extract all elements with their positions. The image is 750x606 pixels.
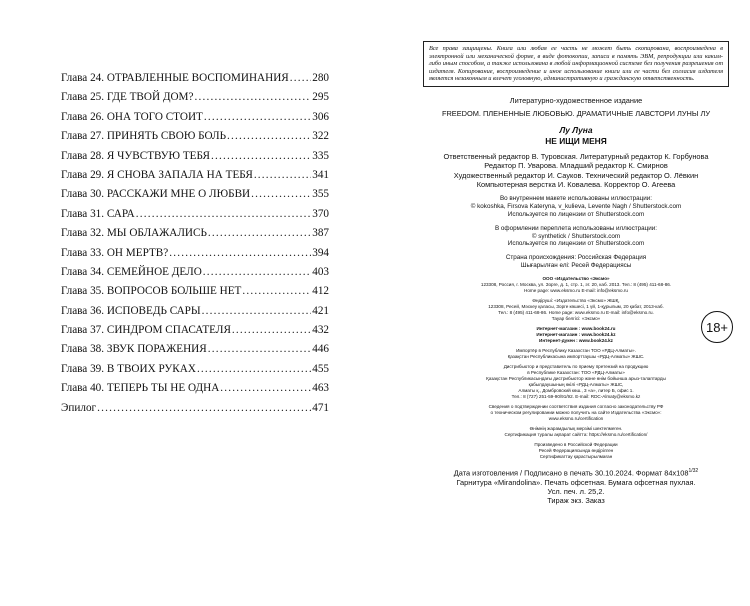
certification-info-kz: [423, 426, 729, 438]
toc-entry[interactable]: [61, 185, 329, 204]
toc-entry-title: Глава 27. ПРИНЯТЬ СВОЮ БОЛЬ: [61, 130, 227, 143]
toc-leader-dots: [220, 379, 311, 398]
country-line: Страна происхождения: Российская Федерация: [505, 254, 647, 262]
publisher-name: ООО «Издательство «Эксмо»: [542, 275, 610, 281]
staff-line: Художественный редактор И. Сауков. Технический редактор О. Лёвкин: [453, 170, 699, 180]
made-line: Сертификаттау қарастырылмаған: [539, 453, 613, 459]
imprint-page: [423, 41, 729, 506]
toc-entry-page: 355: [312, 188, 329, 201]
toc-entry-page: 471: [312, 401, 329, 414]
toc-entry-page: 455: [312, 362, 329, 375]
toc-entry[interactable]: [61, 166, 329, 185]
cover-line: В оформлении переплета использованы иллюстрации:: [494, 224, 658, 232]
online-shops: [423, 326, 729, 344]
print-format-text: Дата изготовления / Подписано в печать 30.10.2024. Формат 84x108: [453, 468, 689, 478]
cert-line: Сведения о подтверждении соответствия издания согласно законодательству РФ: [488, 403, 664, 409]
toc-entry[interactable]: [61, 147, 329, 166]
country-line: Шығарылған елі: Ресей Федерациясы: [520, 261, 632, 269]
distributor-line: қабылдаушының өкілі «РДЦ-Алматы» ЖШС,: [528, 381, 624, 387]
toc-entry[interactable]: [61, 282, 329, 301]
toc-entry[interactable]: [61, 340, 329, 359]
cert-kz-line: Сертификация туралы ақпарат сайтта: https://eksmo.ru/certification/: [504, 431, 648, 437]
toc-leader-dots: [208, 340, 312, 359]
kz-line: Тел.: 8 (495) 411-68-86. Home page: www.eksmo.ru E-mail: info@eksmo.ru.: [498, 309, 654, 315]
publisher-info: [423, 276, 729, 294]
toc-entry[interactable]: [61, 302, 329, 321]
illus-line: Во внутреннем макете использованы иллюстрации:: [499, 195, 653, 203]
kz-line: Тауар белгісі: «Эксмо»: [551, 315, 601, 321]
toc-entry-page: 403: [312, 265, 329, 278]
toc-entry[interactable]: [61, 244, 329, 263]
print-line: Усл. печ. л. 25,2.: [547, 487, 605, 497]
shop-link[interactable]: Интернет-дүкен : www.book24.kz: [539, 337, 613, 343]
country-of-origin: [423, 254, 729, 270]
toc-entry-title: Глава 40. ТЕПЕРЬ ТЫ НЕ ОДНА: [61, 382, 220, 395]
book-title: НЕ ИЩИ МЕНЯ: [545, 135, 607, 146]
importer-line: Қазақстан Республикасына импорттаушы «РДЦ-Алматы» ЖШС.: [507, 353, 645, 359]
print-format-fraction: 1/32: [688, 467, 699, 474]
toc-entry-title: Глава 36. ИСПОВЕДЬ САРЫ: [61, 304, 201, 317]
toc-entry-page: 387: [312, 227, 329, 240]
table-of-contents: [61, 69, 329, 418]
toc-entry[interactable]: [61, 88, 329, 107]
toc-entry-title: Глава 38. ЗВУК ПОРАЖЕНИЯ: [61, 343, 207, 356]
series-title: FREEDOM. ПЛЕНЕННЫЕ ЛЮБОВЬЮ. ДРАМАТИЧНЫЕ ЛАВСТОРИ ЛУНЫ ЛУ: [441, 109, 711, 119]
toc-entry-title: Глава 30. РАССКАЖИ МНЕ О ЛЮБВИ: [61, 188, 251, 201]
toc-leader-dots: [197, 360, 311, 379]
kz-line: Өндіруші: «Издательство «Эксмо» ЖШҚ,: [532, 297, 620, 303]
toc-leader-dots: [194, 88, 311, 107]
toc-leader-dots: [251, 185, 311, 204]
genre-label: Литературно-художественное издание: [509, 95, 643, 105]
age-rating-badge: 18+: [701, 311, 733, 343]
publisher-info-kz: [423, 298, 729, 322]
toc-entry-page: 322: [312, 130, 329, 143]
toc-entry-page: 341: [312, 168, 329, 181]
shop-link[interactable]: Интернет-магазин : www.book24.kz: [536, 331, 616, 337]
toc-leader-dots: [204, 108, 311, 127]
certification-info: [423, 404, 729, 422]
publisher-web: Home page: www.eksmo.ru E-mail: info@eksmo.ru: [524, 287, 628, 293]
toc-entry-page: 463: [312, 382, 329, 395]
toc-entry-page: 432: [312, 324, 329, 337]
toc-entry-page: 421: [312, 304, 329, 317]
toc-entry-page: 394: [312, 246, 329, 259]
print-line: [423, 467, 729, 478]
print-line: Тираж экз. Заказ: [547, 496, 605, 506]
distributor-line: Дистрибьютор и представитель по приему претензий на продукцию: [503, 363, 649, 369]
toc-entry[interactable]: [61, 321, 329, 340]
distributor-line: Тел.: 8 (727) 251-59-90/91/92. E-mail: RDC-Almaty@eksmo.kz: [511, 393, 641, 399]
made-line: Ресей Федерациясында өндірілген: [538, 447, 614, 453]
toc-leader-dots: [227, 127, 311, 146]
cover-line: Используется по лицензии от Shutterstock.com: [507, 240, 645, 248]
toc-entry[interactable]: [61, 108, 329, 127]
print-details: [423, 467, 729, 506]
shop-link[interactable]: Интернет-магазин : www.book24.ru: [536, 325, 616, 331]
staff-line: Компьютерная верстка И. Ковалева. Корректор О. Агеева: [476, 180, 676, 189]
toc-entry-title: Глава 32. МЫ ОБЛАЖАЛИСЬ: [61, 227, 207, 240]
toc-leader-dots: [169, 244, 311, 263]
toc-entry-page: 446: [312, 343, 329, 356]
toc-entry-title: Глава 31. САРА: [61, 207, 135, 220]
kz-line: 123308, Ресей, Мәскеу қаласы, Зорге көшесі, 1 үй, 1-құрылым, 20 қабат, 2013-каб.: [488, 303, 664, 309]
toc-leader-dots: [202, 302, 312, 321]
staff-line: Ответственный редактор В. Туровская. Литературный редактор К. Горбунова: [443, 151, 709, 161]
toc-entry-title: Глава 35. ВОПРОСОВ БОЛЬШЕ НЕТ: [61, 285, 242, 298]
illus-line: Используется по лицензии от Shutterstock.com: [507, 211, 645, 218]
author-name: Лу Луна: [559, 124, 593, 135]
toc-entry[interactable]: [61, 127, 329, 146]
cover-credits: [423, 225, 729, 248]
importer-line: Импортёр в Республику Казахстан ТОО «РДЦ-Алматы».: [516, 347, 636, 353]
toc-entry[interactable]: [61, 379, 329, 398]
toc-entry-page: 412: [312, 285, 329, 298]
toc-entry-title: Глава 33. ОН МЕРТВ?: [61, 246, 169, 259]
toc-leader-dots: [208, 224, 311, 243]
cert-link[interactable]: www.eksmo.ru/certification: [548, 415, 604, 421]
toc-entry-title: Глава 29. Я СНОВА ЗАПАЛА НА ТЕБЯ: [61, 168, 253, 181]
toc-entry[interactable]: [61, 399, 329, 418]
distributor-line: в Республике Казахстан: ТОО «РДЦ-Алматы»: [527, 369, 625, 375]
toc-leader-dots: [136, 205, 312, 224]
toc-entry-page: 335: [312, 149, 329, 162]
toc-entry-title: Эпилог: [61, 401, 97, 414]
toc-entry[interactable]: [61, 263, 329, 282]
cover-line: © synthetick / Shutterstock.com: [531, 232, 621, 240]
illus-line: © kokoshka, Firsova Kateryna, v_kulieva, Levente Nagh / Shutterstock.com: [470, 203, 682, 211]
distributor-line: Қазақстан Республикасындағы дистрибьютор және өнім бойынша арыз-талаптарды: [486, 375, 666, 381]
toc-entry-title: Глава 26. ОНА ТОГО СТОИТ: [61, 110, 203, 123]
toc-entry[interactable]: [61, 360, 329, 379]
distributor-info: [423, 364, 729, 400]
toc-leader-dots: [211, 147, 311, 166]
toc-leader-dots: [203, 263, 311, 282]
staff-line: Редактор П. Уварова. Младший редактор К. Смирнов: [484, 161, 668, 171]
toc-entry-title: Глава 39. В ТВОИХ РУКАХ: [61, 362, 196, 375]
toc-entry-title: Глава 28. Я ЧУВСТВУЮ ТЕБЯ: [61, 149, 211, 162]
toc-entry-title: Глава 37. СИНДРОМ СПАСАТЕЛЯ: [61, 324, 231, 337]
toc-entry-page: 306: [312, 110, 329, 123]
illustration-credits: [423, 195, 729, 218]
toc-leader-dots: [232, 321, 311, 340]
toc-leader-dots: [254, 166, 311, 185]
toc-leader-dots: [242, 282, 311, 301]
importer-info: [423, 348, 729, 360]
print-line: Гарнитура «Mirandolina». Печать офсетная. Бумага офсетная пухлая.: [456, 477, 696, 487]
toc-entry-page: 370: [312, 207, 329, 220]
toc-entry[interactable]: [61, 205, 329, 224]
toc-entry-page: 280: [312, 72, 329, 84]
toc-entry[interactable]: [61, 69, 329, 88]
made-in-info: [423, 442, 729, 460]
cert-line: о техническом регулировании можно получить на сайте Издательства «Эксмо»:: [490, 409, 662, 415]
rights-notice: Все права защищены. Книга или любая ее часть не может быть скопирована, воспроизведена в электронной или механической форме, в виде фотокопии, записи в память ЭВМ, репродукции или каким-либо иным способом, а также использована в любой информационной системе без получения разрешения от издателя. Копирование, воспроизведение и иное использование книги или ее части без согласия издателя является незаконным и влечет уголовную, административную и гражданскую ответственность.: [423, 41, 729, 87]
toc-entry-title: Глава 24. ОТРАВЛЕННЫЕ ВОСПОМИНАНИЯ: [61, 72, 289, 84]
staff-credits: [423, 152, 729, 190]
made-line: Произведено в Российской Федерации: [534, 441, 618, 447]
distributor-line: Алматы қ., Домбровский көш., 3 «а», литер Б, офис 1.: [518, 387, 634, 393]
toc-entry-page: 295: [312, 91, 329, 104]
toc-entry-title: Глава 25. ГДЕ ТВОЙ ДОМ?: [61, 91, 194, 104]
toc-entry[interactable]: [61, 224, 329, 243]
publisher-address: 123308, Россия, г. Москва, ул. Зорге, д. 1, стр. 1, эт. 20, каб. 2013. Тел.: 8 (495) 411-68-86.: [480, 281, 672, 287]
cert-kz-line: Өнімнің жарамдылық мерзімі шектелмеген.: [529, 425, 623, 431]
toc-leader-dots: [290, 69, 311, 88]
toc-entry-title: Глава 34. СЕМЕЙНОЕ ДЕЛО: [61, 265, 202, 278]
toc-leader-dots: [97, 399, 311, 418]
